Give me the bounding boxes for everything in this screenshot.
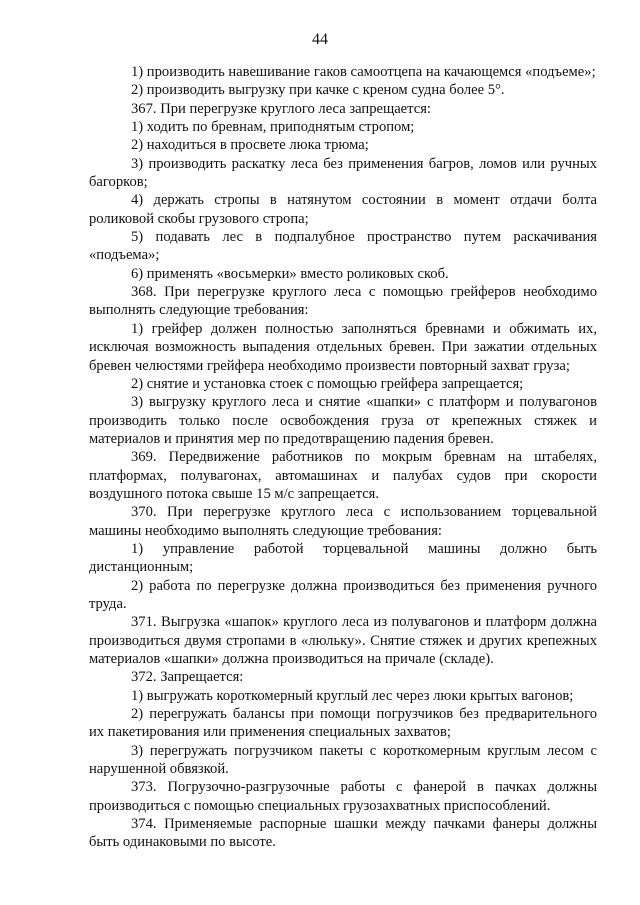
paragraph: 5) подавать лес в подпалубное пространство путем раскачивания «подъема»; — [89, 229, 597, 264]
paragraph: 4) держать стропы в натянутом состоянии в момент отдачи болта роликовой скобы грузового стропа; — [89, 192, 597, 227]
paragraph: 2) работа по перегрузке должна производиться без применения ручного труда. — [89, 577, 597, 612]
paragraph: 1) производить навешивание гаков самоотцепа на качающемся «подъеме»; — [131, 64, 596, 80]
paragraph: 1) грейфер должен полностью заполняться бревнами и обжимать их, исключая возможность выпадения отдельных бревен. При зажатии отдельных бревен челюстями грейфера необходимо произвести повторный захват груза; — [89, 320, 597, 374]
paragraph: 2) снятие и установка стоек с помощью грейфера запрещается; — [131, 375, 524, 392]
section-heading-371: 371. Выгрузка «шапок» круглого леса из полувагонов и платформ должна производиться двумя стропами в «люльку». Снятие стяжек и других крепежных материалов «шапки» должна производиться на причале (складе). — [89, 614, 597, 667]
paragraph: 2) находиться в просвете люка трюма; — [131, 137, 369, 154]
section-heading-374: 374. Применяемые распорные шашки между пачками фанеры должны быть одинаковыми по высоте. — [89, 816, 597, 851]
document-body — [89, 63, 597, 852]
section-heading-369: 369. Передвижение работников по мокрым бревнам на штабелях, платформах, полувагонах, автомашинах и палубах судов при скорости воздушного потока свыше 15 м/с запрещается. — [89, 449, 597, 502]
section-heading-372: 372. Запрещается: — [131, 669, 244, 686]
section-heading-368: 368. При перегрузке круглого леса с помощью грейферов необходимо выполнять следующие требования: — [89, 284, 597, 319]
paragraph: 3) перегружать погрузчиком пакеты с короткомерным круглым лесом с нарушенной обвязкой. — [89, 742, 597, 778]
paragraph: 2) производить выгрузку при качке с креном судна более 5°. — [131, 82, 505, 99]
paragraph: 6) применять «восьмерки» вместо роликовых скоб. — [131, 265, 449, 282]
paragraph: 1) выгружать короткомерный круглый лес через люки крытых вагонов; — [131, 687, 574, 704]
paragraph: 1) ходить по бревнам, приподнятым стропом; — [131, 119, 415, 136]
section-heading-373: 373. Погрузочно-разгрузочные работы с фанерой в пачках должны производиться с помощью специальных грузозахватных приспособлений. — [89, 779, 597, 814]
section-heading-370: 370. При перегрузке круглого леса с использованием торцевальной машины необходимо выполнять следующие требования: — [89, 504, 597, 539]
paragraph: 2) перегружать балансы при помощи погрузчиков без предварительного их пакетирования или применения специальных захватов; — [89, 706, 597, 741]
paragraph: 1) управление работой торцевальной машины должно быть дистанционным; — [89, 540, 597, 576]
paragraph: 3) производить раскатку леса без применения багров, ломов или ручных багорков; — [89, 155, 597, 191]
section-heading-367: 367. При перегрузке круглого леса запрещается: — [131, 100, 431, 117]
paragraph: 3) выгрузку круглого леса и снятие «шапки» с платформ и полувагонов производить только после освобождения груза от крепежных стяжек и материалов и принятия мер по предотвращению падения бревен. — [89, 394, 597, 447]
page-number: 44 — [312, 31, 328, 48]
